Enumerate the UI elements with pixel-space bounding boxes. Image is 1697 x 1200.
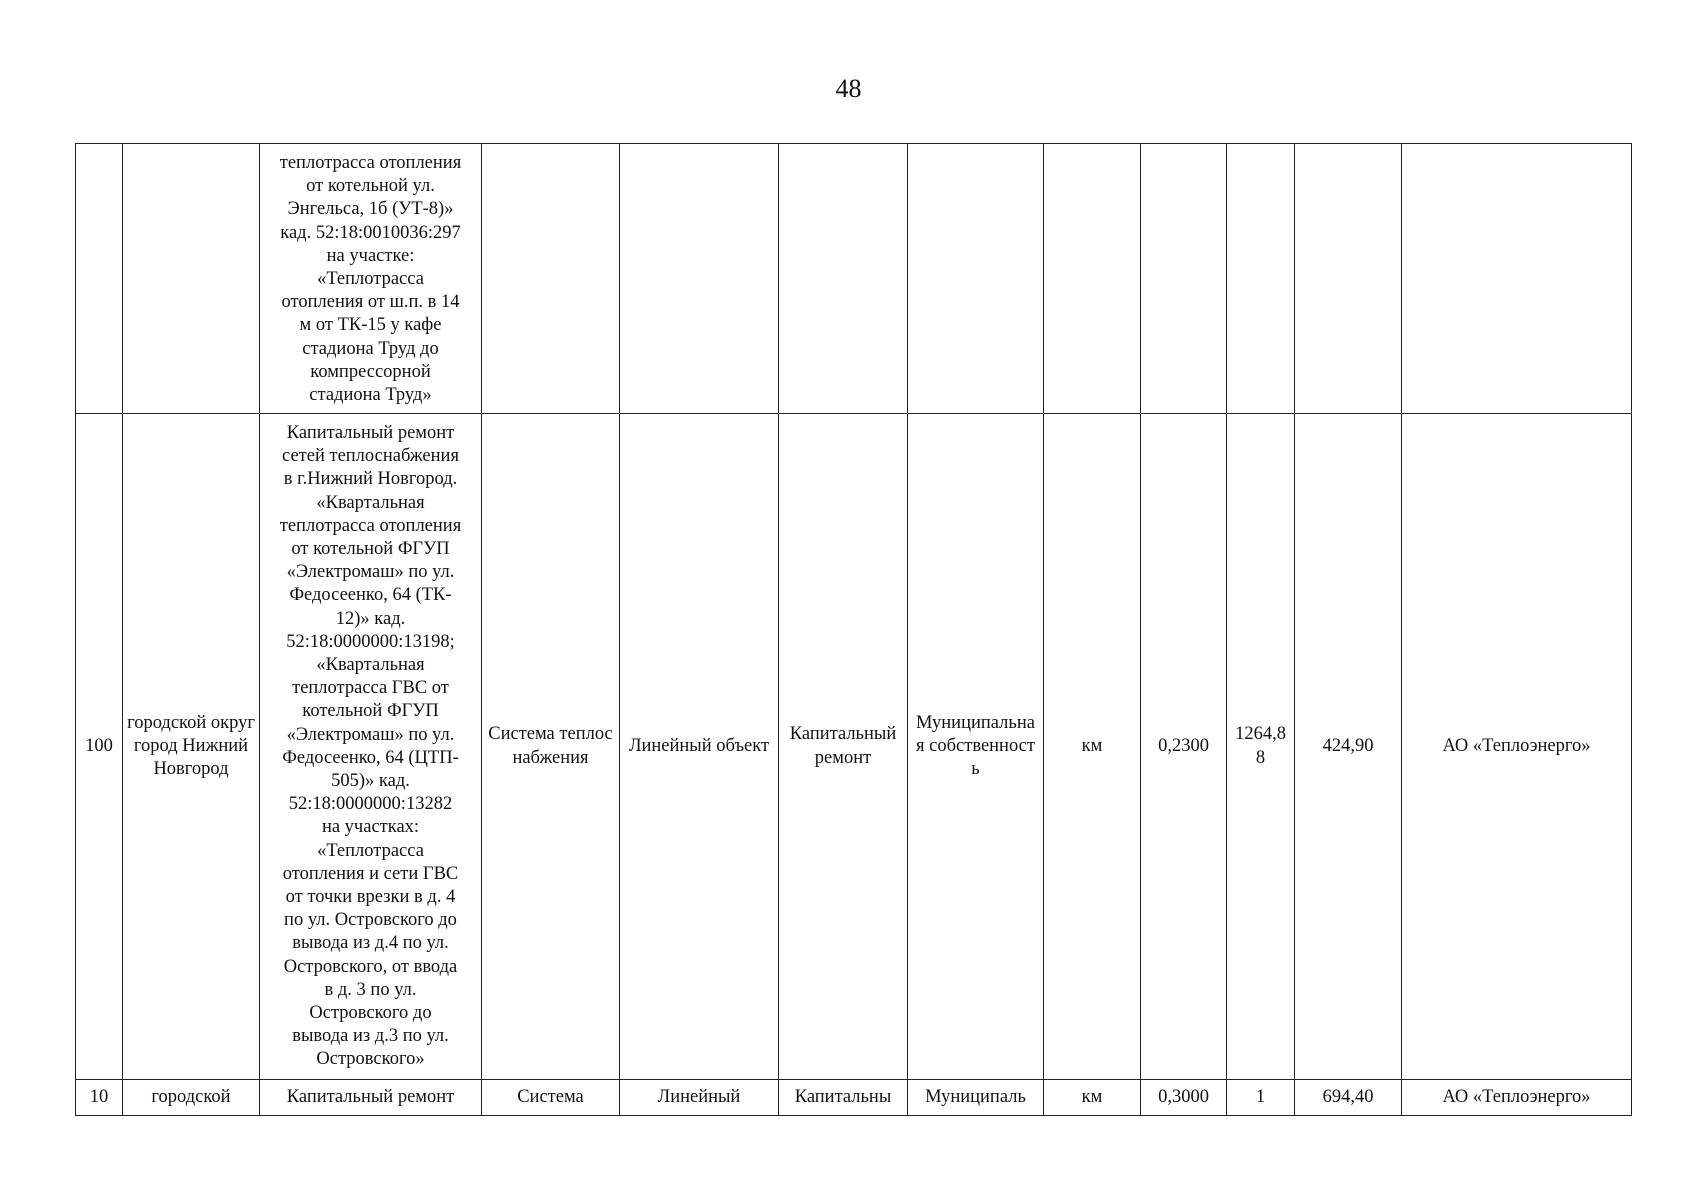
description-line: Федосеенко, 64 (ЦТП- [282, 747, 459, 768]
description-line: от котельной ул. [306, 176, 435, 197]
description-line: отопления и сети ГВС [282, 863, 459, 884]
row-number-cell: 100 [76, 414, 123, 1080]
ownership-cell: Муниципальная собственность [908, 414, 1044, 1080]
description-line: «Электромаш» по ул. [286, 562, 455, 583]
work-type-cell [779, 144, 908, 414]
object-type-cell: Линейный [620, 1080, 779, 1116]
row-number-cell [76, 144, 123, 414]
description-line: 505)» кад. [331, 771, 410, 792]
unit-cell [1044, 144, 1141, 414]
ownership-cell [908, 144, 1044, 414]
page-number: 48 [835, 74, 862, 103]
description-line: теплотрасса отопления [279, 153, 462, 173]
description-line: Островского» [316, 1049, 425, 1070]
description-line: отопления от ш.п. в 14 [281, 292, 460, 313]
unit-cell: км [1044, 1080, 1141, 1116]
description-line: сетей теплоснабжения [282, 446, 459, 467]
description-line: Капитальный ремонт [286, 423, 455, 443]
work-type-cell: Капитальный ремонт [779, 414, 908, 1080]
description-cell [260, 144, 482, 414]
description-line: Островского до [309, 1003, 432, 1024]
description-line: вывода из д.4 по ул. [292, 933, 449, 954]
length-cell: 0,2300 [1141, 414, 1227, 1080]
organization-cell: АО «Теплоэнерго» [1402, 1080, 1632, 1116]
description-line: на участке: [326, 245, 415, 266]
table-row [76, 1080, 1632, 1116]
description-line: Островского, от ввода [283, 956, 458, 977]
description-line: стадиона Труд до [302, 338, 439, 359]
cost-year-cell: 424,90 [1295, 414, 1402, 1080]
description-cell [260, 414, 482, 1080]
description-line: от котельной ФГУП [291, 539, 450, 560]
description-line: Федосеенко, 64 (ТК- [289, 585, 452, 606]
cost-year-cell [1295, 144, 1402, 414]
description-line: Энгельса, 1б (УТ-8)» [287, 199, 454, 220]
description-line: м от ТК-15 у кафе [299, 315, 442, 336]
description-line: вывода из д.3 по ул. [292, 1026, 449, 1047]
description-line: «Квартальная [316, 492, 425, 513]
description-line: «Электромаш» по ул. [286, 724, 455, 745]
description-line: «Теплотрасса [317, 269, 424, 290]
municipality-cell: городской [123, 1080, 260, 1116]
description-line: кад. 52:18:0010036:297 [280, 222, 461, 243]
description-line: компрессорной [310, 361, 431, 382]
description-line: теплотрасса ГВС от [292, 678, 449, 699]
description-line: на участках: [321, 817, 420, 838]
description-line: теплотрасса отопления [279, 515, 462, 536]
table-row [76, 144, 1632, 414]
description-line: по ул. Островского до [284, 910, 457, 931]
description-line: стадиона Труд» [309, 385, 432, 406]
description-line: в д. 3 по ул. [324, 979, 417, 1000]
system-cell [482, 144, 620, 414]
system-cell: Система [482, 1080, 620, 1116]
system-cell: Система теплоснабжения [482, 414, 620, 1080]
description-line: 52:18:0000000:13282 [288, 794, 453, 815]
description-cell [260, 1080, 482, 1116]
ownership-cell: Муниципаль [908, 1080, 1044, 1116]
description-line: котельной ФГУП [302, 701, 439, 722]
cost-year-cell: 694,40 [1295, 1080, 1402, 1116]
organization-cell [1402, 144, 1632, 414]
cost-total-cell: 1264,88 [1227, 414, 1295, 1080]
object-type-cell [620, 144, 779, 414]
description-line: Капитальный ремонт [286, 1087, 455, 1107]
description-line: 52:18:0000000:13198; [286, 631, 455, 652]
organization-cell: АО «Теплоэнерго» [1402, 414, 1632, 1080]
municipality-cell: городской округ город Нижний Новгород [123, 414, 260, 1080]
length-cell [1141, 144, 1227, 414]
municipality-cell [123, 144, 260, 414]
object-type-cell: Линейный объект [620, 414, 779, 1080]
description-line: «Теплотрасса [317, 840, 424, 861]
work-type-cell: Капитальны [779, 1080, 908, 1116]
registry-table [75, 143, 1632, 1116]
table-row [76, 414, 1632, 1080]
description-line: в г.Нижний Новгород. [283, 469, 458, 490]
description-line: «Квартальная [316, 655, 425, 676]
unit-cell: км [1044, 414, 1141, 1080]
length-cell: 0,3000 [1141, 1080, 1227, 1116]
cost-total-cell [1227, 144, 1295, 414]
row-number-cell: 10 [76, 1080, 123, 1116]
cost-total-cell: 1 [1227, 1080, 1295, 1116]
description-line: от точки врезки в д. 4 [285, 887, 456, 908]
description-line: 12)» кад. [335, 608, 406, 629]
